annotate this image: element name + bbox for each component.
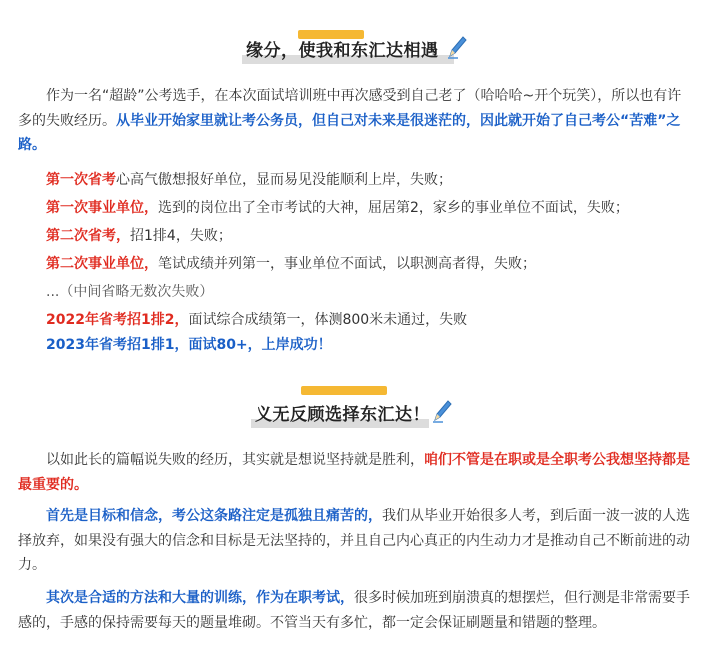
intro-text: 作为一名“超龄”公考选手，在本次面试培训班中再次感受到自己老了（哈哈哈~开个玩笑），所以也有许多的失败经历。: [18, 88, 682, 129]
item-label: 第一次省考: [46, 172, 116, 188]
section-title-2-text: 义无反顾选择东汇达！: [255, 405, 430, 425]
item-label: 2022年省考招1排2，: [46, 312, 189, 328]
paragraph-highlight: 首先是目标和信念，考公这条路注定是孤独且痛苦的，: [46, 508, 382, 524]
item-text: 笔试成绩并列第一，事业单位不面试，以职测高者得，失败；: [158, 256, 536, 272]
intro-paragraph: [18, 84, 692, 158]
item-label: 第一次事业单位，: [46, 200, 158, 216]
item-text: 面试综合成绩第一，体测800米未通过，失败: [188, 312, 468, 328]
paragraph-text: 我们从毕业开始很多人考，到后面一波一波的人选择放弃，如果没有强大的信念和目标是无法坚持的，并且自己内心真正的内生动力才是推动自己不断前进的动力。: [18, 508, 690, 573]
list-item-2023: [18, 333, 692, 358]
section-title-1-text: 缘分，使我和东汇达相遇: [246, 41, 439, 61]
list-item-2022: [18, 308, 692, 333]
intro-highlight: 从毕业开始家里就让考公务员，但自己对未来是很迷茫的，因此就开始了自己考公“苦难”之路。: [18, 112, 681, 153]
item-text: 招1排4，失败；: [130, 228, 232, 244]
list-item: [18, 252, 692, 277]
success-text: 2023年省考招1排1，面试80+，上岸成功！: [46, 337, 332, 353]
list-item: [18, 196, 692, 221]
paragraph-1: [18, 448, 692, 497]
paragraph-2: [18, 504, 692, 578]
pencil-icon: [431, 398, 453, 424]
item-label: 第二次事业单位，: [46, 256, 158, 272]
item-label: 第二次省考，: [46, 228, 130, 244]
list-item: [18, 168, 692, 193]
paragraph-3: [18, 586, 692, 635]
pencil-icon: [446, 34, 468, 60]
paragraph-highlight: 其次是合适的方法和大量的训练，作为在职考试，: [46, 590, 354, 606]
section-title-2: [255, 396, 465, 430]
list-item: [18, 224, 692, 249]
item-text: 选到的岗位出了全市考试的大神，屈居第2，家乡的事业单位不面试，失败；: [158, 200, 629, 216]
section-title-1: [246, 32, 476, 66]
paragraph-text: 很多时候加班到崩溃真的想摆烂，但行测是非常需要手感的，手感的保持需要每天的题量堆砌。不管当天有多忙，都一定会保证刷题量和错题的整理。: [18, 590, 690, 631]
title-accent-bar: [301, 386, 387, 395]
ellipsis-text: ...（中间省略无数次失败）: [46, 284, 214, 300]
ellipsis-line: [18, 280, 692, 305]
item-text: 心高气傲想报好单位，显而易见没能顺利上岸，失败；: [116, 172, 452, 188]
paragraph-highlight: 咱们不管是在职或是全职考公我想坚持都是最重要的。: [18, 452, 690, 493]
paragraph-text: 以如此长的篇幅说失败的经历，其实就是想说坚持就是胜利，: [46, 452, 424, 468]
